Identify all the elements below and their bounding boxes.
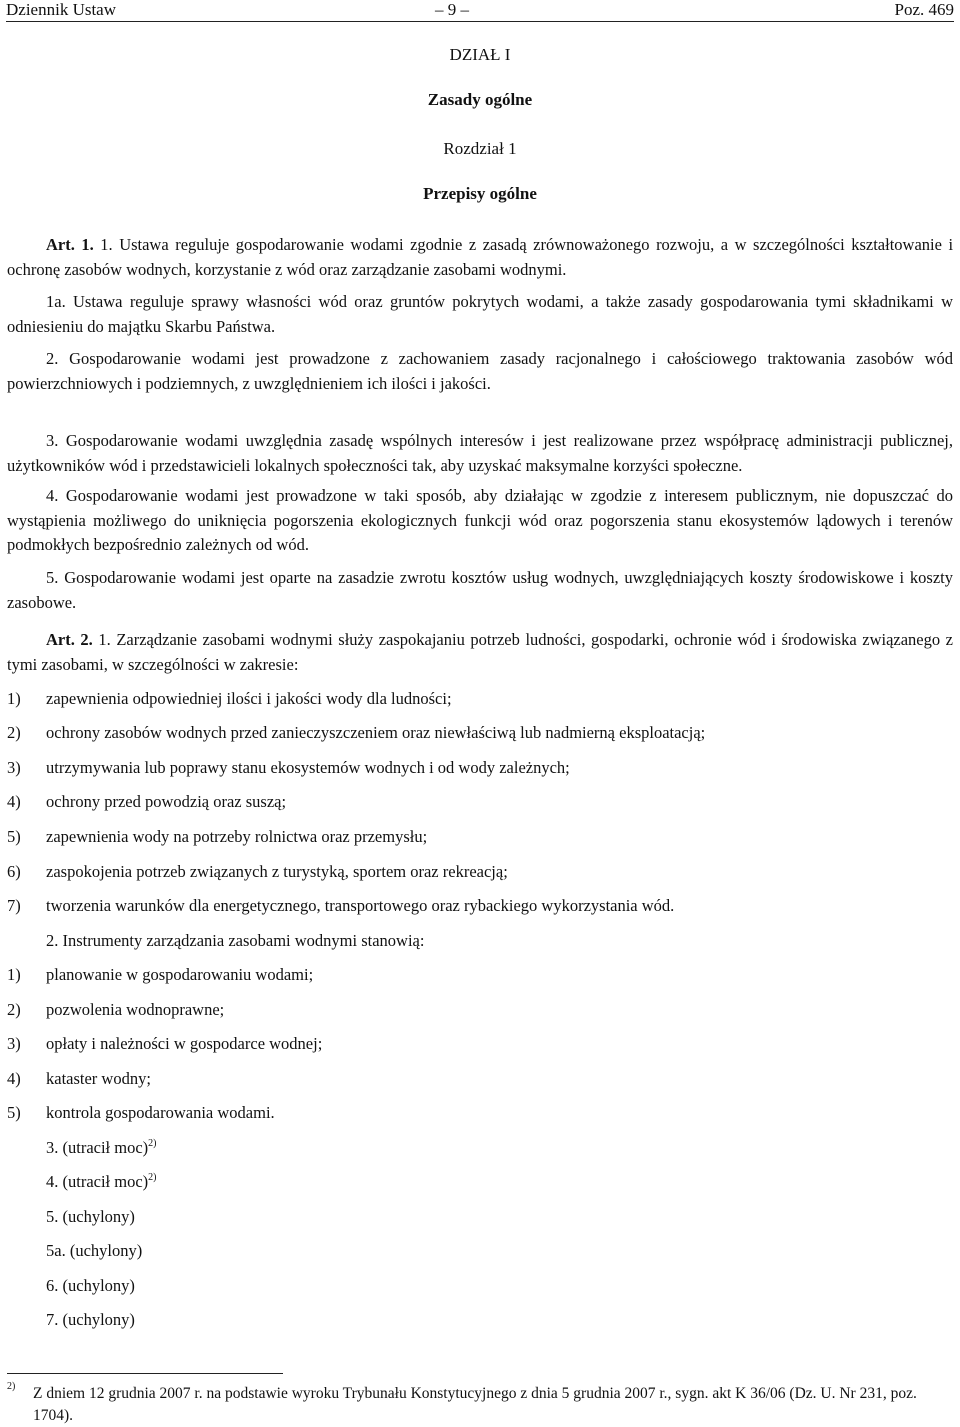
item-text: planowanie w gospodarowaniu wodami; — [46, 965, 314, 984]
item-number: 6) — [7, 862, 21, 881]
item-text: opłaty i należności w gospodarce wodnej; — [46, 1034, 323, 1053]
item-number: 1) — [7, 689, 21, 708]
art2-para-4 — [46, 1171, 157, 1193]
item-number: 2) — [7, 723, 21, 742]
art2-para-1 — [7, 628, 953, 677]
art2-para-7: 7. (uchylony) — [46, 1310, 135, 1329]
art1-para-3: 3. Gospodarowanie wodami uwzględnia zasadę wspólnych interesów i jest realizowane przez współpracę administracji publicznej, użytkowników wód i przedstawicieli lokalnych społeczności tak, aby uzyskać maksymalne korzyści społeczne. — [7, 431, 953, 475]
page-header — [0, 0, 960, 22]
item-text: zapewnienia wody na potrzeby rolnictwa oraz przemysłu; — [46, 827, 428, 846]
art1-para-4: 4. Gospodarowanie wodami jest prowadzone w taki sposób, aby działając w zgodzie z interesem publicznym, nie dopuszczać do wystąpienia możliwego do uniknięcia pogorszenia ekologicznych funkcji wód oraz pogorszenia stanu ekosystemów lądowych i terenów podmokłych bezpośrednio zależnych od wód. — [7, 486, 953, 555]
art1-para-1a: 1a. Ustawa reguluje sprawy własności wód oraz gruntów pokrytych wodami, a także zasady gospodarowania tymi składnikami w odniesieniu do majątku Skarbu Państwa. — [7, 292, 953, 336]
journal-name: Dziennik Ustaw — [6, 0, 117, 19]
art2-para-5: 5. (uchylony) — [46, 1207, 135, 1226]
item-text: ochrony zasobów wodnych przed zanieczyszczeniem oraz niewłaściwą lub nadmierną eksploatacją; — [46, 723, 706, 742]
division-name: Zasady ogólne — [427, 90, 533, 109]
item-number: 5) — [7, 1103, 21, 1122]
para-text: 4. (utracił moc) — [46, 1172, 149, 1191]
art1-label: Art. 1. — [46, 235, 94, 254]
item-number: 2) — [7, 1000, 21, 1019]
item-number: 7) — [7, 896, 21, 915]
item-number: 4) — [7, 792, 21, 811]
item-text: pozwolenia wodnoprawne; — [46, 1000, 225, 1019]
art2-para-1-text: 1. Zarządzanie zasobami wodnymi służy zaspokajaniu potrzeb ludności, gospodarki, ochronie wód i środowiska związanego z tymi zasobami, w szczególności w zakresie: — [7, 630, 954, 674]
chapter-title: Rozdział 1 — [443, 139, 517, 158]
art2-label: Art. 2. — [46, 630, 93, 649]
item-number: 5) — [7, 827, 21, 846]
art1-para-1 — [7, 233, 953, 282]
item-text: ochrony przed powodzią oraz suszą; — [46, 792, 287, 811]
item-text: zaspokojenia potrzeb związanych z turystyką, sportem oraz rekreacją; — [46, 862, 508, 881]
item-number: 3) — [7, 1034, 21, 1053]
item-text: zapewnienia odpowiedniej ilości i jakości wody dla ludności; — [46, 689, 452, 708]
art2-para-5a: 5a. (uchylony) — [46, 1241, 143, 1260]
chapter-name: Przepisy ogólne — [423, 184, 537, 203]
art1-para-2: 2. Gospodarowanie wodami jest prowadzone z zachowaniem zasady racjonalnego i całościowego traktowania zasobów wód powierzchniowych i podziemnych, z uwzględnieniem ich ilości i jakości. — [7, 349, 953, 393]
division-title: DZIAŁ I — [449, 45, 511, 64]
item-text: kataster wodny; — [46, 1069, 151, 1088]
position-number: Poz. 469 — [894, 0, 954, 19]
footnote-reference: 2) — [148, 1138, 157, 1149]
art1-para-5: 5. Gospodarowanie wodami jest oparte na zasadzie zwrotu kosztów usług wodnych, uwzględniających koszty środowiskowe i koszty zasobowe. — [7, 568, 953, 612]
header-rule — [6, 21, 954, 22]
footnote-rule — [7, 1373, 283, 1374]
item-number: 1) — [7, 965, 21, 984]
footnote-mark: 2) — [7, 1381, 16, 1392]
item-number: 4) — [7, 1069, 21, 1088]
item-text: tworzenia warunków dla energetycznego, transportowego oraz rybackiego wykorzystania wód. — [46, 896, 675, 915]
footnote-text: Z dniem 12 grudnia 2007 r. na podstawie wyroku Trybunału Konstytucyjnego z dnia 5 grudnia 2007 r., sygn. akt K 36/06 (Dz. U. Nr 231, poz. 1704). — [33, 1385, 917, 1424]
footnote-reference: 2) — [148, 1172, 157, 1183]
art2-para-6: 6. (uchylony) — [46, 1276, 135, 1295]
page-number: – 9 – — [435, 0, 469, 19]
art1-para-1-text: 1. Ustawa reguluje gospodarowanie wodami zgodnie z zasadą zrównoważonego rozwoju, a w szczególności kształtowanie i ochronę zasobów wodnych, korzystanie z wód oraz zarządzanie zasobami wodnymi. — [7, 235, 954, 279]
item-text: kontrola gospodarowania wodami. — [46, 1103, 275, 1122]
art2-para-3 — [46, 1137, 157, 1159]
item-number: 3) — [7, 758, 21, 777]
para-text: 3. (utracił moc) — [46, 1138, 149, 1157]
art2-para-2: 2. Instrumenty zarządzania zasobami wodnymi stanowią: — [46, 931, 425, 950]
item-text: utrzymywania lub poprawy stanu ekosystemów wodnych i od wody zależnych; — [46, 758, 570, 777]
